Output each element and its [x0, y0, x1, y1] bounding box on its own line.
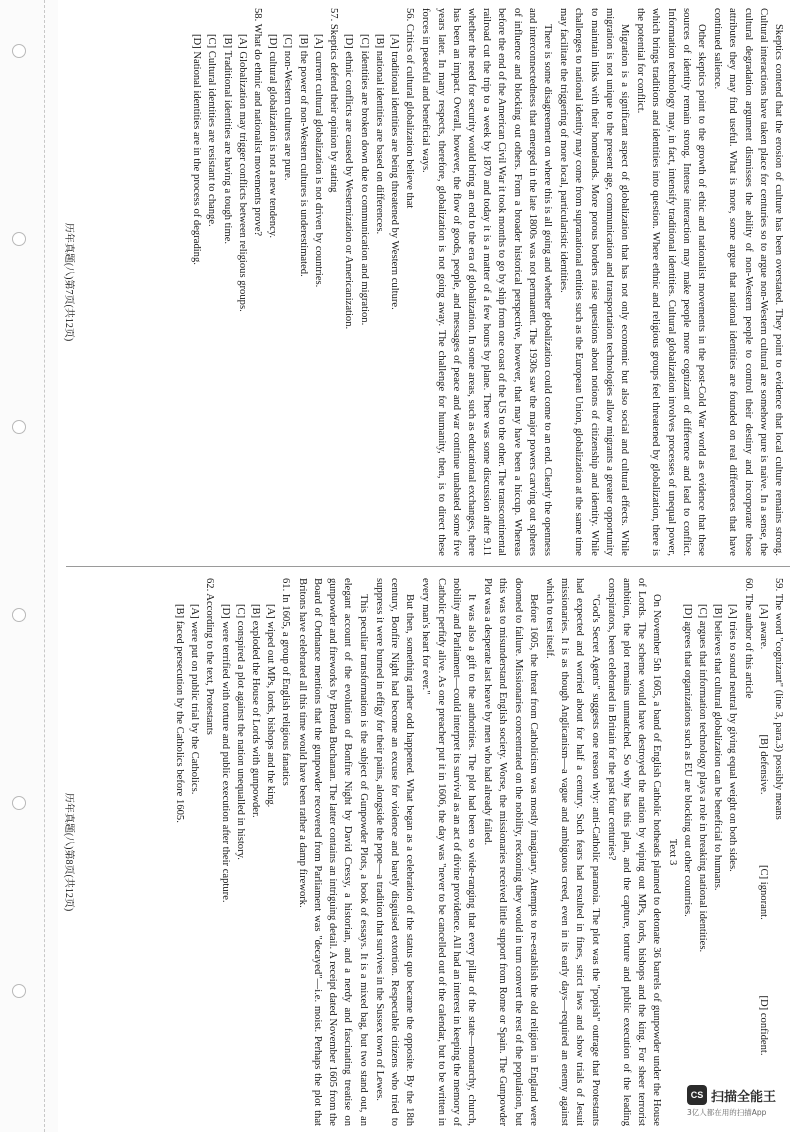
option: [C] conspired a plot against the nation unequalled in history. [234, 604, 246, 860]
option: [B] national identities are based on differences. [373, 34, 385, 235]
page-divider [66, 566, 790, 567]
question-stem: 62. According to the text, Protestants [204, 578, 216, 735]
option: [D] confident. [757, 995, 769, 1056]
page-footer: 历年真题(八)第8页(共12页) [63, 792, 74, 912]
scanned-page [56, 0, 800, 1132]
option: [C] non-Western cultures are pure. [282, 34, 294, 181]
question-61 [217, 578, 293, 1126]
option: [B] defensive. [757, 734, 769, 795]
paragraph: Other skeptics point to the growth of ethic and nationalist movements in the post-Cold War world as evidence that these sources of identity remain strong. Intense interaction may make people more cognizant of difference and lead to conflict. Information technology may, in fact, intensify traditional identities. Cultural globalization involves processes of unequal power, which brings traditions and identities into question. Where ethnic and religious groups feel threatened by globalization, there is the potential for conflict. [635, 8, 707, 556]
question-stem: 60. The author of this article [742, 578, 754, 699]
question-58 [189, 8, 265, 556]
option: [D] agrees that organizations such as EU are blocking out other countries. [681, 604, 693, 917]
option: [D] cultural globalization is not a new tendency. [267, 34, 279, 239]
question-stem: 56. Critics of cultural globalization believe that [404, 8, 416, 209]
watermark-header [687, 1085, 776, 1105]
paragraph: "God's Secret Agents" suggests one reason why: anti-Catholic paranoia. The plot was the "popish" outrage that Protestants had expected and worried about for half a century. Such fears had resulted in fines, strict laws and show trials of Jesuit missionaries. It is as though Anglicanism—a vague and ambiguous creed, even in its early days—required an enemy against which to test itself. [543, 578, 601, 1126]
option: [B] faced persecution by the Catholics before 1605. [174, 604, 186, 823]
option: [C] ignorant. [757, 865, 769, 920]
binding-hole [12, 984, 26, 998]
scanner-watermark [687, 1085, 776, 1118]
page-footer: 历年真题(八)第7页(共12页) [63, 222, 74, 342]
question-stem: 59. The word "cognizant" (line 3, para.3) possibly means [773, 578, 784, 820]
option: [D] were terrified with torture and public execution after their capture. [219, 604, 231, 903]
question-57 [265, 8, 341, 556]
binding-hole [12, 44, 26, 58]
question-56 [341, 8, 417, 556]
binding-margin [0, 0, 58, 1132]
section-title: Text 3 [666, 838, 678, 866]
option: [A] current cultural globalization is not driven by countries. [312, 34, 324, 288]
binding-hole [12, 420, 26, 434]
binding-hole [12, 608, 26, 622]
left-column [189, 8, 786, 556]
option: [C] Cultural identities are resistant to change. [206, 34, 218, 227]
paragraph: It was also a gift to the authorities. The plot had been so wide-ranging that every pillar of the state—monarchy, church, nobility and Parliament—could interpret its survival as an act of divine providence. All had an interest in keeping the memory of Catholic perfidy alive. As one preacher put it in 1606, the day was "never to be cancelled out of the calendar, but to be written in every man's heart for ever." [420, 578, 477, 1126]
watermark-name: 扫描全能王 [710, 1089, 776, 1105]
option: [A] wiped out MPs, lords, bishops and the king. [265, 604, 277, 808]
right-column [172, 578, 786, 1126]
option: [B] believes that cultural globalization can be beneficial to humans. [712, 604, 724, 891]
option: [A] Globalization may trigger conflicts between religious groups. [236, 34, 248, 312]
rotated-spread [56, 0, 800, 1132]
question-stem: 57. Skeptics defend their opinion by stating [328, 8, 340, 193]
option: [C] identities are broken down due to communication and migration. [358, 34, 370, 326]
question-59 [756, 578, 786, 1126]
paragraph: Migration is a significant aspect of globalization that has not only economic but also social and cultural effects. While migration is not unique to the present age, communication and transportation technologies allow migrants a greater opportunity to maintain links with their homelands. More porous borders raise questions about notions of citizenship and identity. While challenges to national identity may come from supranational entities such as the European Union, globalization at the same time may facilitate the triggering of more local, particularistic identities. [558, 8, 630, 556]
binding-hole [12, 796, 26, 810]
option: [C] argues that information technology plays a role in breaking national identities. [696, 604, 708, 953]
camscanner-logo-icon: CS [687, 1085, 707, 1105]
cut-line [44, 0, 45, 1132]
option: [B] Traditional identities are having a tough time. [221, 34, 233, 245]
question-60 [680, 578, 756, 1126]
question-stem: 61. In 1605, a group of English religious fanatics [280, 578, 292, 786]
option: [A] aware. [757, 604, 769, 650]
option: [A] tries to sound neutral by giving equal weight on both sides. [727, 604, 739, 872]
option: [B] the power of non-Western cultures is underestimated. [297, 34, 309, 277]
paragraph: Skeptics contend that the erosion of culture has been overstated. They point to evidence that local culture remains strong. Cultural interactions have taken place for centuries so to argue non-Western cultural are somehow pure is naive. In a sense, the cultural degradation argument dismisses the ability of non-Western people to control their destiny and incorporate those attributes they may find useful. What is more, some argue that national identities are founded on real differences that have continued salience. [712, 8, 784, 556]
option-row [756, 604, 771, 1126]
option: [D] ethnic conflicts are caused by Westernization or Americanization. [343, 34, 355, 330]
question-62 [172, 578, 218, 1126]
watermark-subtitle: 3亿人都在用的扫描App [686, 1108, 767, 1117]
paragraph: But then, something rather odd happened. What began as a celebration of the status quo became the opposite. By the 18th century, Bonfire Night had become an excuse for violence and barely disguised extortion. Respectable citizens who tried to suppress it were burned in effigy for their pains, alongside the pope—a tradition that survives in the Sussex town of Lewes. [373, 578, 416, 1126]
paragraph: On November 5th 1605, a band of English Catholic hotheads planned to detonate 36 barrels of gunpowder under the House of Lords. The scheme would have destroyed the nation by wiping out MPs, lords, bishops and the king. For sheer terrorist ambition, the plot remains unmatched. So why has this plan, and the capture, torture and public execution of the leading conspirators, been celebrated in Britain for the past four centuries? [605, 578, 663, 1126]
option: [B] exploded the House of Lords with gunpowder. [250, 604, 262, 818]
option: [A] were put on public trial by the Catholics. [189, 604, 201, 795]
question-stem: 58. What do ethnic and nationalist movements prove? [252, 8, 264, 237]
option: [D] National identities are in the process of degrading. [191, 34, 203, 265]
paragraph: This peculiar transformation is the subject of Gunpowder Plots, a book of essays. It is a mixed bag, but two stand out, an elegant account of the evolution of Bonfire Night by David Cressy, a historian, and a nerdy and fascinating treatise on gunpowder and fireworks by Brenda Buchanan. The latter contains an intriguing detail. A receipt dated November 1605 from the Board of Ordnance mentions that the gunpowder recovered from Parliament was "decayed"—i.e. moist. Perhaps the plot that Britons have celebrated all this time would have been rather a damp firework. [296, 578, 369, 1126]
paragraph: Before 1605, the threat from Catholicism was mostly imaginary. Attempts to re-establish the old religion in England were doomed to failure. Missionaries concentrated on the nobility, reckoning they would in turn convert the rest of the population, but this was to misunderstand English society. Worse, the missionaries received little support from Rome or Spain. The Gunpowder Plot was a desperate last heave by men who had already failed. [482, 578, 539, 1126]
option: [A] traditional identities are being threatened by Western culture. [388, 34, 400, 310]
binding-hole [12, 232, 26, 246]
paragraph: There is some disagreement on where this is all going and whether globalization could come to an end. Clearly the openness and interconnectedness that emerged in the late 1800s was not permanent. The 1930s saw the major powers carving out spheres of influence and blocking out others. From a broader historical perspective, however, that may have been a hiccup. Whereas before the end of the American Civil War it took months to go by ship from one coast of the US to the other. The transcontinental railroad cut the trip to a week by 1870 and today it is a matter of a few hours by plane. There was some discussion after 9.11 whether the need for security would bring an end to the era of globalization. In some areas, such as educational exchanges, there has been an impact. Overall, however, the flow of goods, people, and messages of peace and war continue unabated some five years later. In many respects, therefore, globalization is not going away. The challenge for humanity, then, is to direct these forces in peaceful and beneficial ways. [420, 8, 553, 556]
